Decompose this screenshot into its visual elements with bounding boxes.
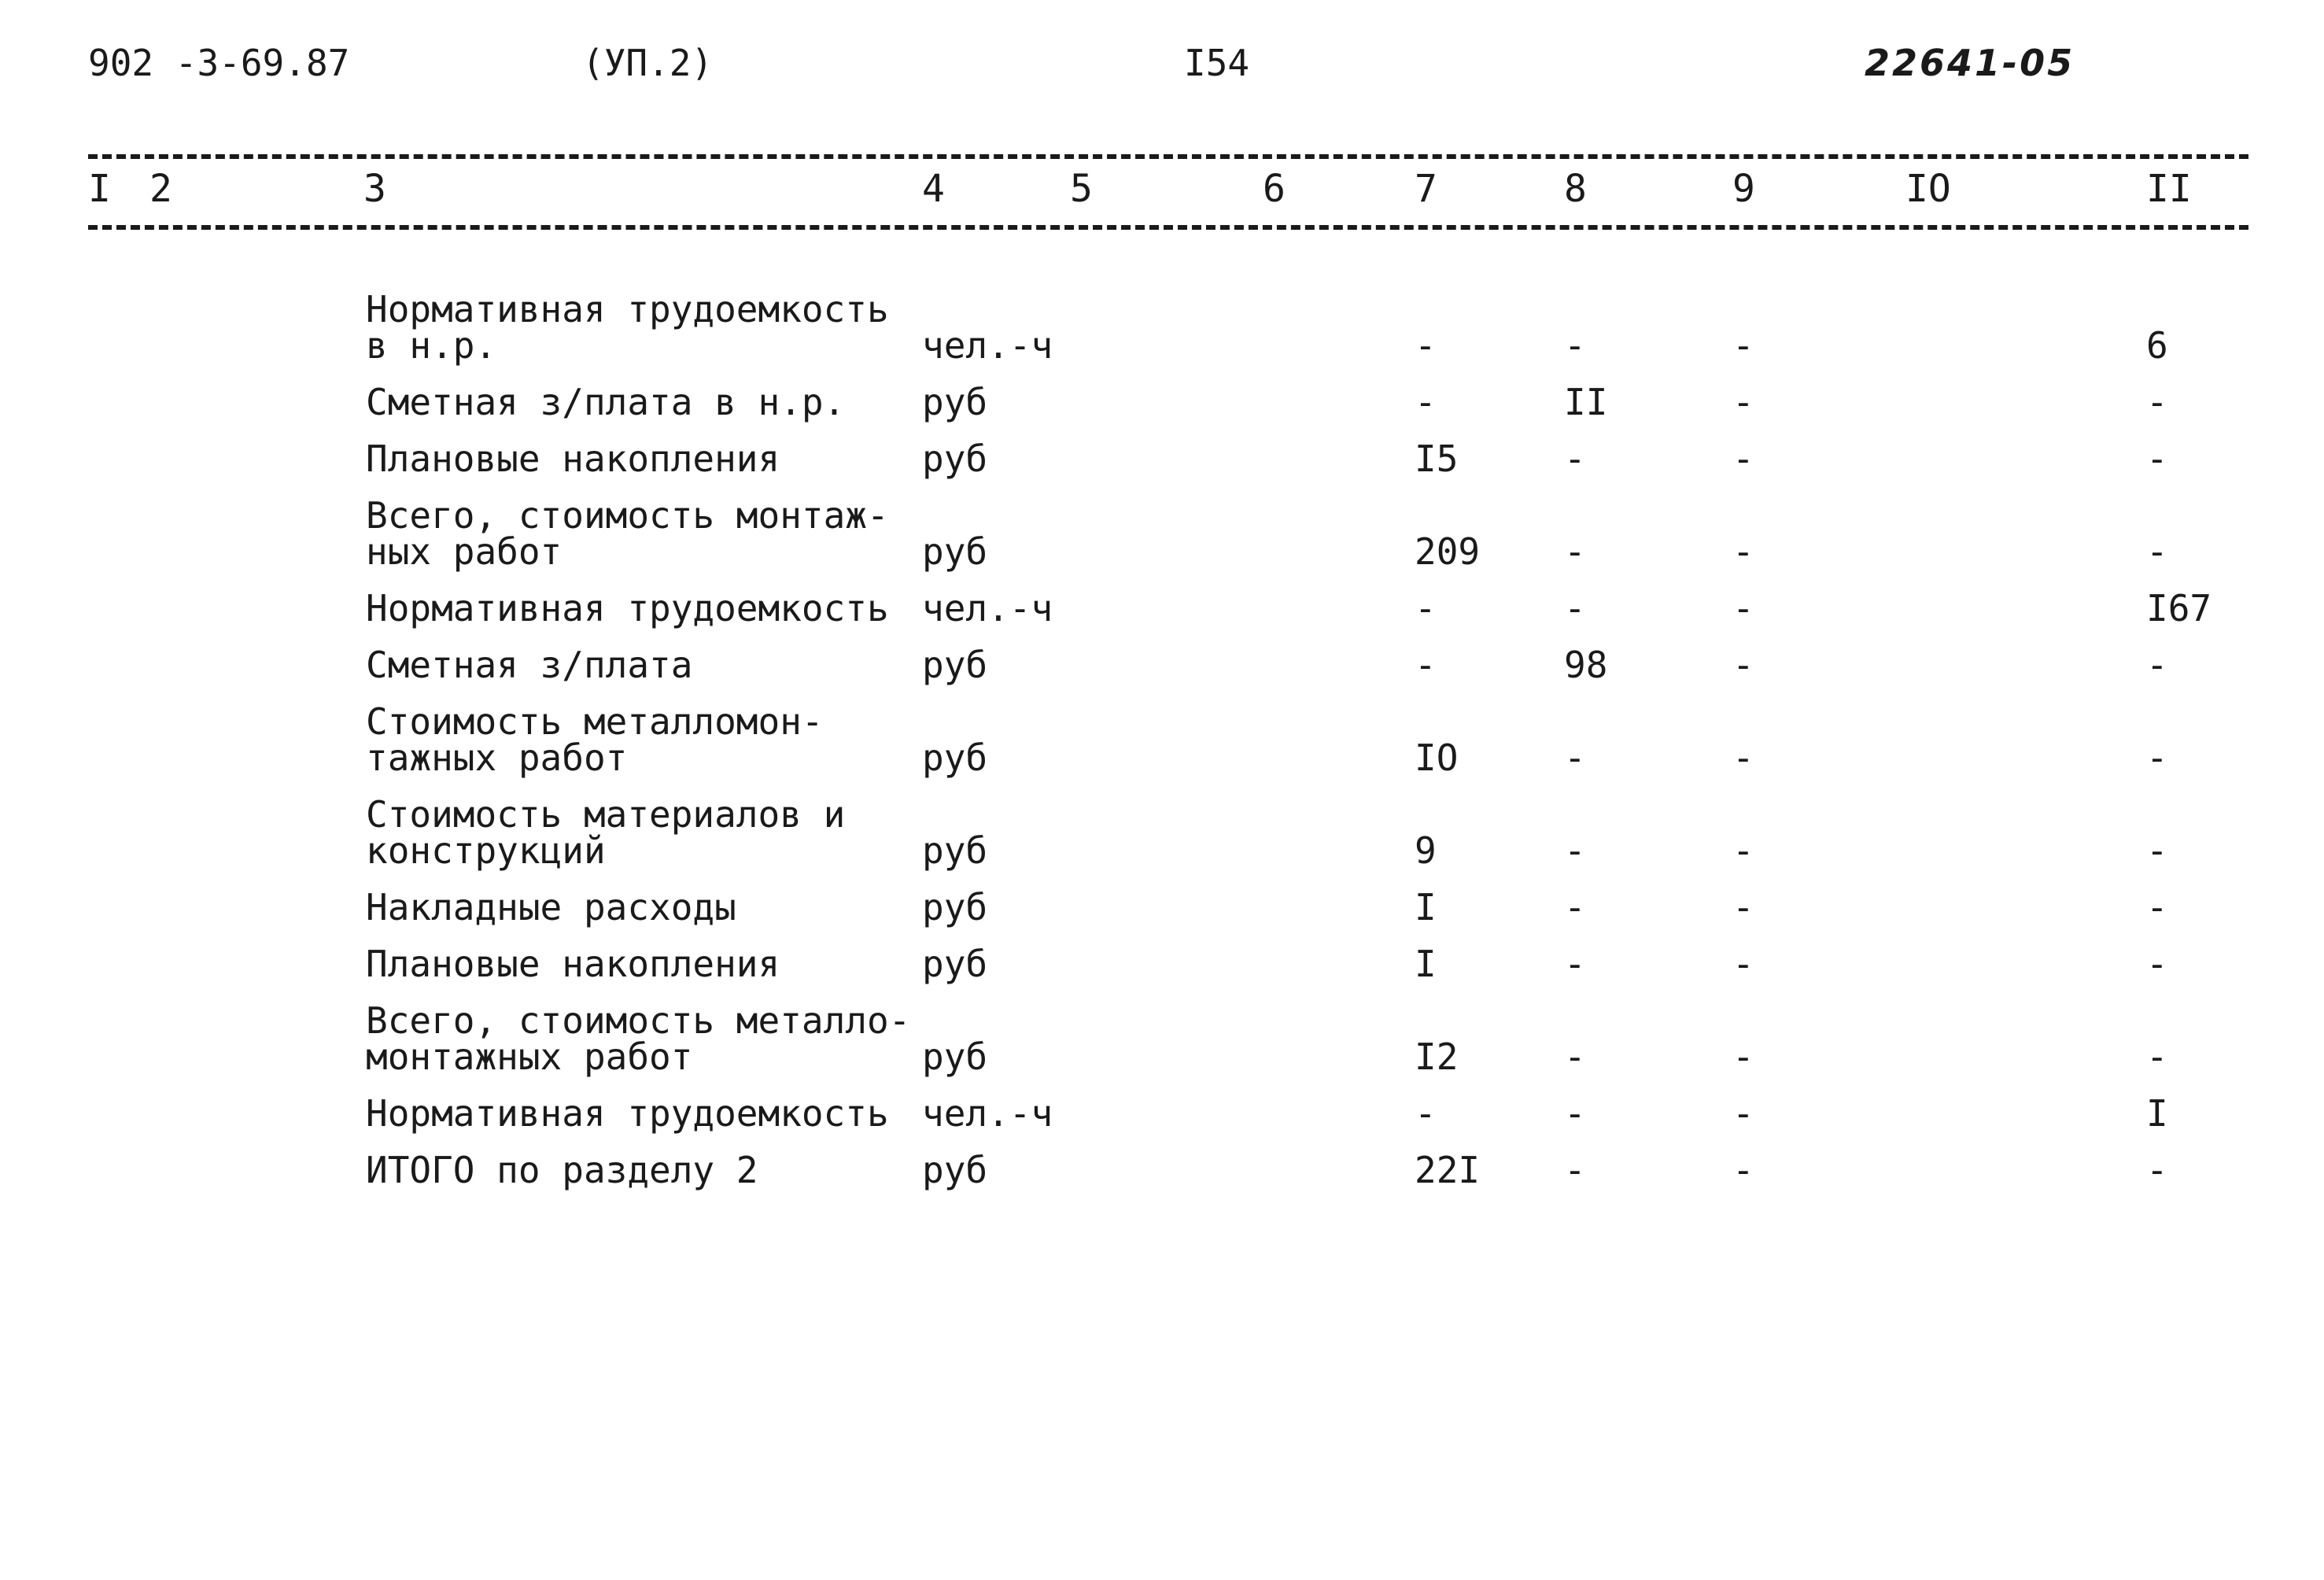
row-col7: -: [1415, 324, 1437, 367]
row-col8: -: [1564, 587, 1586, 629]
row-name: Накладные расходы: [366, 886, 736, 928]
table-row: [0, 644, 2324, 686]
column-number-11: II: [2146, 167, 2192, 211]
row-name: Стоимость металломон- тажных работ: [366, 700, 824, 779]
row-col11: -: [2146, 736, 2168, 779]
row-col11: -: [2146, 1035, 2168, 1078]
row-unit: руб: [922, 530, 988, 573]
column-number-2: 2: [149, 167, 172, 211]
table-row: [0, 886, 2324, 928]
row-col9: -: [1732, 324, 1754, 367]
row-col7: -: [1415, 1092, 1437, 1135]
row-name: Плановые накопления: [366, 437, 780, 480]
row-col8: 98: [1564, 644, 1608, 686]
row-unit: чел.-ч: [922, 324, 1053, 367]
row-col9: -: [1732, 736, 1754, 779]
table-row: [0, 437, 2324, 480]
document-code: 22641-05: [1865, 42, 2075, 84]
row-col11: -: [2146, 943, 2168, 985]
row-unit: руб: [922, 644, 988, 686]
table-row: [0, 793, 2324, 872]
row-col9: -: [1732, 829, 1754, 872]
row-unit: руб: [922, 829, 988, 872]
row-name: Плановые накопления: [366, 943, 780, 985]
row-col9: -: [1732, 1035, 1754, 1078]
row-col7: 22I: [1415, 1149, 1481, 1191]
row-col9: -: [1732, 644, 1754, 686]
row-col9: -: [1732, 530, 1754, 573]
row-name: Сметная з/плата: [366, 644, 693, 686]
table-row: [0, 587, 2324, 629]
column-number-4: 4: [922, 167, 945, 211]
column-number-9: 9: [1732, 167, 1755, 211]
row-col9: -: [1732, 587, 1754, 629]
row-unit: руб: [922, 1149, 988, 1191]
row-col11: -: [2146, 530, 2168, 573]
column-number-7: 7: [1415, 167, 1437, 211]
row-col8: -: [1564, 1149, 1586, 1191]
column-number-3: 3: [363, 167, 386, 211]
row-col7: 209: [1415, 530, 1481, 573]
row-col11: -: [2146, 644, 2168, 686]
row-col11: I: [2146, 1092, 2168, 1135]
header-divider-top: [88, 154, 2248, 159]
row-unit: руб: [922, 437, 988, 480]
row-col7: 9: [1415, 829, 1437, 872]
document-part: (УП.2): [582, 42, 714, 84]
page-number: I54: [1184, 42, 1250, 84]
row-col7: -: [1415, 644, 1437, 686]
row-col9: -: [1732, 1092, 1754, 1135]
table-row: [0, 1092, 2324, 1135]
row-col7: -: [1415, 381, 1437, 423]
row-col8: -: [1564, 736, 1586, 779]
row-unit: руб: [922, 1035, 988, 1078]
row-unit: руб: [922, 886, 988, 928]
row-col8: II: [1564, 381, 1608, 423]
row-name: Нормативная трудоемкость: [366, 1092, 889, 1135]
row-col11: -: [2146, 1149, 2168, 1191]
table-row: [0, 494, 2324, 573]
row-col7: I: [1415, 886, 1437, 928]
row-col7: IO: [1415, 736, 1459, 779]
column-number-8: 8: [1564, 167, 1587, 211]
row-col9: -: [1732, 886, 1754, 928]
column-number-10: IO: [1905, 167, 1951, 211]
row-col11: 6: [2146, 324, 2168, 367]
row-col9: -: [1732, 437, 1754, 480]
column-number-6: 6: [1263, 167, 1286, 211]
row-col9: -: [1732, 381, 1754, 423]
row-unit: руб: [922, 381, 988, 423]
row-col9: -: [1732, 1149, 1754, 1191]
row-name: Стоимость материалов и конструкций: [366, 793, 846, 872]
column-number-5: 5: [1070, 167, 1093, 211]
row-col8: -: [1564, 886, 1586, 928]
table-row: [0, 943, 2324, 985]
row-col8: -: [1564, 437, 1586, 480]
column-number-1: I: [88, 167, 111, 211]
row-name: Нормативная трудоемкость: [366, 587, 889, 629]
row-name: ИТОГО по разделу 2: [366, 1149, 758, 1191]
row-col9: -: [1732, 943, 1754, 985]
row-name: Нормативная трудоемкость в н.р.: [366, 288, 889, 367]
row-col8: -: [1564, 943, 1586, 985]
row-col11: I67: [2146, 587, 2212, 629]
row-col8: -: [1564, 530, 1586, 573]
row-unit: чел.-ч: [922, 1092, 1053, 1135]
row-name: Сметная з/плата в н.р.: [366, 381, 846, 423]
table-row: [0, 700, 2324, 779]
table-body: [0, 288, 2324, 1209]
row-unit: руб: [922, 943, 988, 985]
row-col11: -: [2146, 886, 2168, 928]
row-col7: I2: [1415, 1035, 1459, 1078]
row-col7: I: [1415, 943, 1437, 985]
document-number: 902 -3-69.87: [88, 42, 350, 84]
row-col8: -: [1564, 1035, 1586, 1078]
row-col7: I5: [1415, 437, 1459, 480]
row-col8: -: [1564, 1092, 1586, 1135]
row-col11: -: [2146, 437, 2168, 480]
row-col11: -: [2146, 381, 2168, 423]
row-col7: -: [1415, 587, 1437, 629]
row-col11: -: [2146, 829, 2168, 872]
row-name: Всего, стоимость монтаж- ных работ: [366, 494, 889, 573]
row-unit: чел.-ч: [922, 587, 1053, 629]
row-col8: -: [1564, 829, 1586, 872]
header-divider-bottom: [88, 225, 2248, 230]
row-name: Всего, стоимость металло- монтажных работ: [366, 999, 911, 1078]
row-col8: -: [1564, 324, 1586, 367]
table-row-total: [0, 1149, 2324, 1191]
row-unit: руб: [922, 736, 988, 779]
table-row: [0, 288, 2324, 367]
table-row: [0, 381, 2324, 423]
table-row: [0, 999, 2324, 1078]
